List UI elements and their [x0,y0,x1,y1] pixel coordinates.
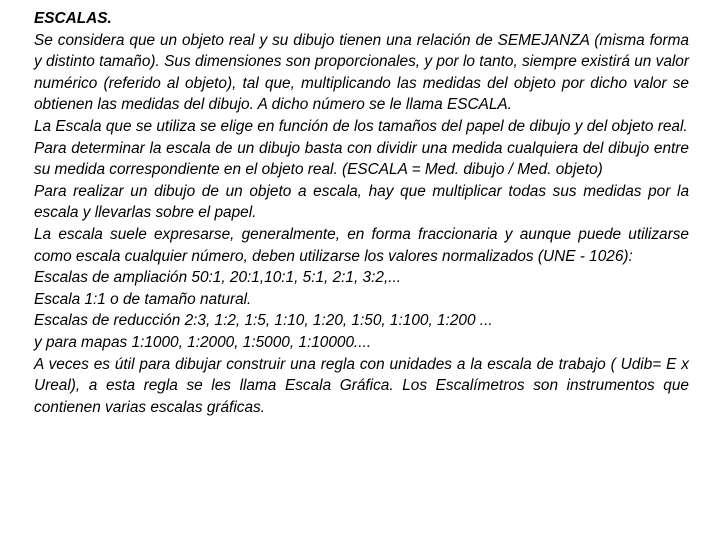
paragraph-determinar-escala: Para determinar la escala de un dibujo basta con dividir una medida cualquiera del dibujo entre su medida correspondiente en el objeto real. (ESCALA = Med. dibujo / Med. objeto) [34,139,689,179]
scale-line-ampliacion: Escalas de ampliación 50:1, 20:1,10:1, 5:1, 2:1, 3:2,... [34,269,402,287]
scale-line-reduccion: Escalas de reducción 2:3, 1:2, 1:5, 1:10, 1:20, 1:50, 1:100, 1:200 ... [34,312,493,330]
document-body [34,8,689,418]
document-title: ESCALAS. [34,10,112,27]
scale-line-natural: Escala 1:1 o de tamaño natural. [34,290,252,308]
paragraph-eleccion-escala: La Escala que se utiliza se elige en función de los tamaños del papel de dibujo y del objeto real. [34,117,688,135]
paragraph-realizar-dibujo: Para realizar un dibujo de un objeto a escala, hay que multiplicar todas sus medidas por la escala y llevarlas sobre el papel. [34,182,689,222]
scale-line-mapas: y para mapas 1:1000, 1:2000, 1:5000, 1:10000.... [34,333,372,351]
paragraph-valores-normalizados: La escala suele expresarse, generalmente, en forma fraccionaria y aunque puede utilizarse como escala cualquier número, deben utilizarse los valores normalizados (UNE - 1026): [34,225,689,265]
paragraph-escala-grafica: A veces es útil para dibujar construir una regla con unidades a la escala de trabajo ( Udib= E x Ureal), a esta regla se les llama Escala Gráfica. Los Escalímetros son instrumentos que contienen varias escalas gráficas. [34,355,689,416]
paragraph-semejanza: Se considera que un objeto real y su dibujo tienen una relación de SEMEJANZA (misma forma y distinto tamaño). Sus dimensiones son proporcionales, y por lo tanto, siempre existirá un valor numérico (referido al objeto), tal que, multiplicando las medidas del objeto por dicho valor se obtienen las medidas del dibujo. A dicho número se le llama ESCALA. [34,31,689,114]
